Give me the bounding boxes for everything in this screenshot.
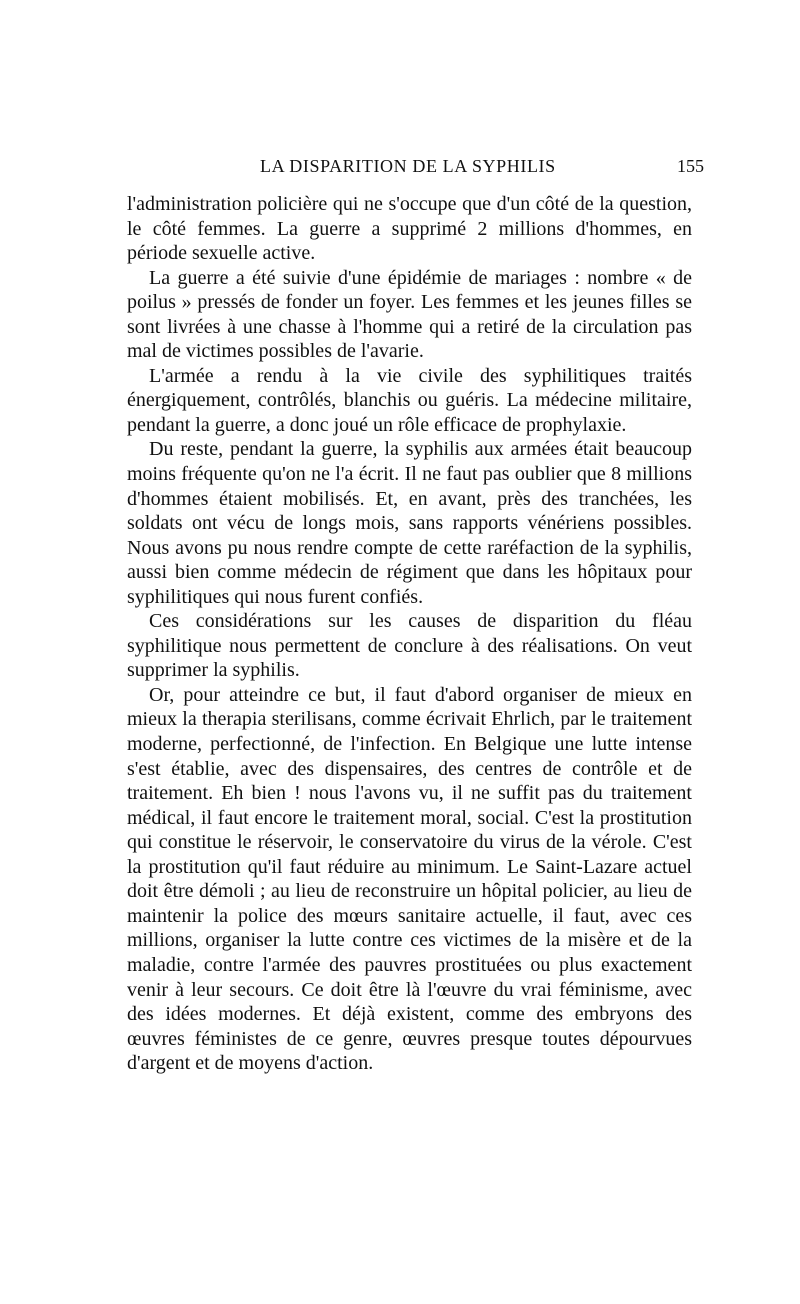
paragraph-syphilis-in-army: Du reste, pendant la guerre, la syphilis aux armées était beaucoup moins fréquente qu'on ne l'a écrit. Il ne faut pas oublier que 8 millions d'hommes étaient mobilisés. Et, en avant, près des tranchées, les soldats ont vécu de longs mois, sans rapports vénériens possibles. Nous avons pu nous rendre compte de cette raréfaction de la syphilis, aussi bien comme médecin de régiment que dans les hôpitaux pour syphilitiques qui nous furent confiés. bbox=[127, 438, 692, 608]
paragraph-continuation: l'administration policière qui ne s'occupe que d'un côté de la question, le côté femmes. La guerre a supprimé 2 millions d'hommes, en période sexuelle active. bbox=[127, 193, 692, 265]
paragraph-conclusions: Ces considérations sur les causes de disparition du fléau syphilitique nous permettent de conclure à des réalisations. On veut supprimer la syphilis. bbox=[127, 610, 692, 682]
paragraph-war-marriages: La guerre a été suivie d'une épidémie de mariages : nombre « de poilus » pressés de fonder un foyer. Les femmes et les jeunes filles se sont livrées à une chasse à l'homme qui a retiré de la circulation pas mal de victimes possibles de l'avarie. bbox=[127, 266, 692, 363]
paragraph-measures: Or, pour atteindre ce but, il faut d'abord organiser de mieux en mieux la therapia sterilisans, comme écrivait Ehrlich, par le traitement moderne, perfectionné, de l'infection. En Belgique une lutte intense s'est établie, avec des dispensaires, des centres de contrôle et de traitement. Eh bien ! nous l'avons vu, il ne suffit pas du traitement médical, il faut encore le traitement moral, social. C'est la prostitution qui constitue le réservoir, le conservatoire du virus de la vérole. C'est la prostitution qu'il faut réduire au minimum. Le Saint-Lazare actuel doit être démoli ; au lieu de reconstruire un hôpital policier, au lieu de maintenir la police des mœurs sanitaire actuelle, il faut, avec ces millions, organiser la lutte contre ces victimes de la misère et de la maladie, contre l'armée des pauvres prostituées ou plus exactement venir à leur secours. Ce doit être là l'œuvre du vrai féminisme, avec des idées modernes. Et déjà existent, comme des embryons des œuvres féministes de ce genre, œuvres presque toutes dépourvues d'argent et de moyens d'action. bbox=[127, 683, 692, 1075]
page-number: 155 bbox=[677, 156, 704, 176]
body-text bbox=[127, 192, 692, 1076]
running-head bbox=[127, 156, 709, 182]
running-title: LA DISPARITION DE LA SYPHILIS bbox=[260, 156, 556, 176]
paragraph-military-treatment: L'armée a rendu à la vie civile des syphilitiques traités énergiquement, contrôlés, blanchis ou guéris. La médecine militaire, pendant la guerre, a donc joué un rôle efficace de prophylaxie. bbox=[127, 364, 692, 436]
